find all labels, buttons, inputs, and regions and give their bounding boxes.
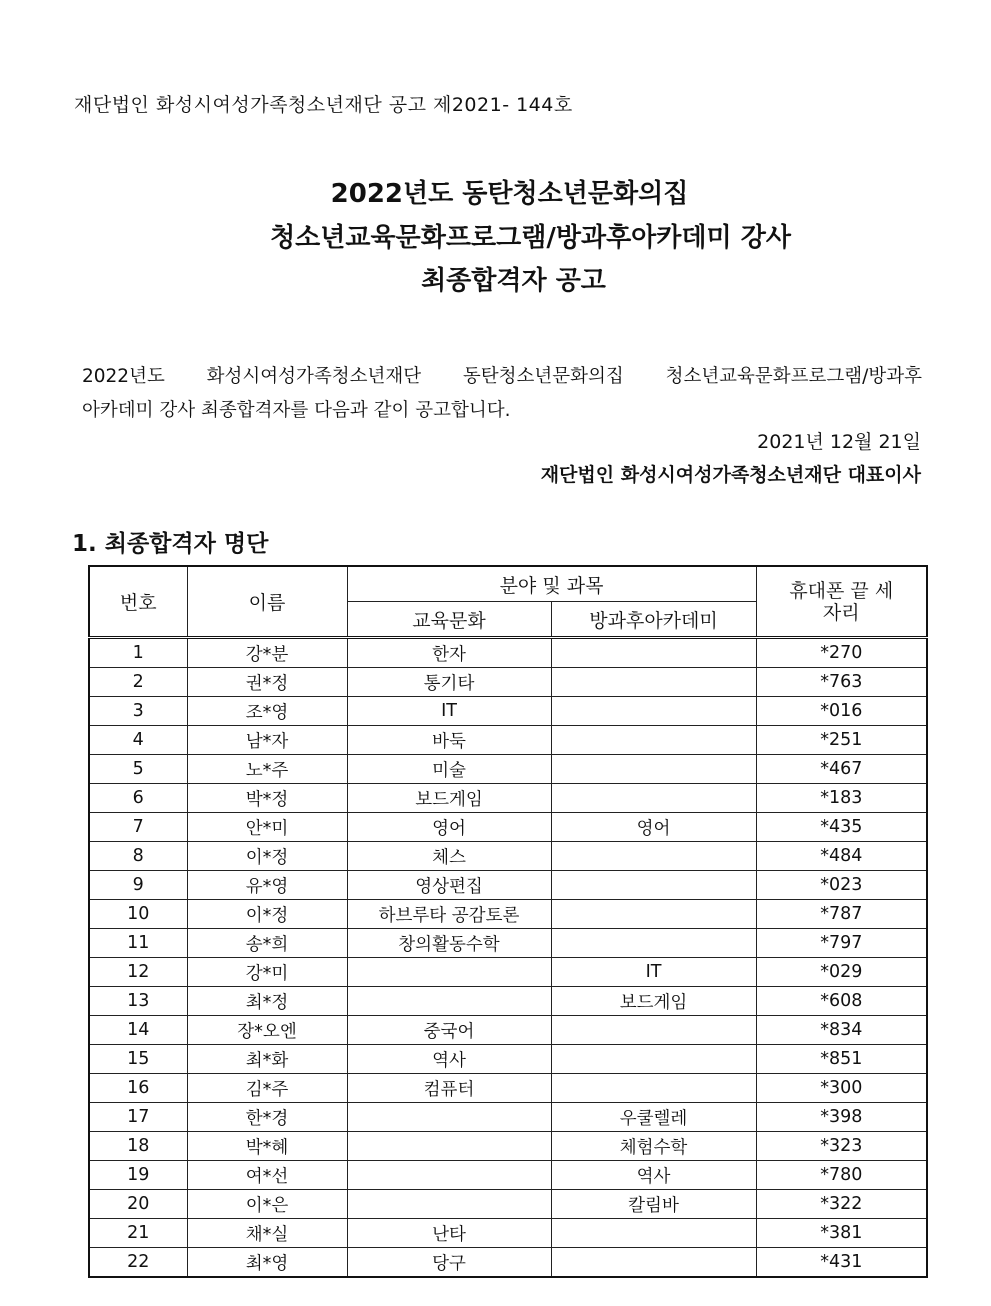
- cell-number: 20: [89, 1190, 187, 1219]
- cell-after-school: [551, 1248, 756, 1278]
- cell-name: 송*희: [187, 929, 347, 958]
- cell-phone: *398: [756, 1103, 927, 1132]
- table-row: [89, 784, 927, 813]
- table-row: [89, 900, 927, 929]
- issuer: 재단법인 화성시여성가족청소년재단 대표이사: [540, 464, 921, 486]
- table-row: [89, 929, 927, 958]
- title-line-1: 2022년도 동탄청소년문화의집: [330, 179, 689, 209]
- finalists-table: [88, 565, 928, 1278]
- cell-number: 21: [89, 1219, 187, 1248]
- cell-number: 13: [89, 987, 187, 1016]
- cell-after-school: [551, 697, 756, 726]
- announcement-date: 2021년 12월 21일: [757, 431, 921, 453]
- cell-education-culture: 컴퓨터: [347, 1074, 551, 1103]
- announcement-body: [82, 360, 922, 428]
- cell-phone: *435: [756, 813, 927, 842]
- cell-phone: *270: [756, 638, 927, 668]
- cell-after-school: [551, 1045, 756, 1074]
- cell-number: 3: [89, 697, 187, 726]
- cell-education-culture: [347, 1161, 551, 1190]
- cell-name: 노*주: [187, 755, 347, 784]
- cell-name: 여*선: [187, 1161, 347, 1190]
- cell-number: 15: [89, 1045, 187, 1074]
- table-row: [89, 958, 927, 987]
- cell-number: 11: [89, 929, 187, 958]
- table-row: [89, 1161, 927, 1190]
- cell-after-school: IT: [551, 958, 756, 987]
- cell-phone: *323: [756, 1132, 927, 1161]
- cell-after-school: [551, 1074, 756, 1103]
- cell-education-culture: [347, 987, 551, 1016]
- cell-education-culture: 당구: [347, 1248, 551, 1278]
- table-row: [89, 726, 927, 755]
- table-row: [89, 755, 927, 784]
- cell-after-school: [551, 871, 756, 900]
- cell-education-culture: 미술: [347, 755, 551, 784]
- cell-after-school: 영어: [551, 813, 756, 842]
- header-name: 이름: [187, 566, 347, 638]
- table-row: [89, 842, 927, 871]
- cell-after-school: [551, 929, 756, 958]
- cell-after-school: 칼림바: [551, 1190, 756, 1219]
- cell-education-culture: 역사: [347, 1045, 551, 1074]
- cell-name: 박*정: [187, 784, 347, 813]
- cell-phone: *183: [756, 784, 927, 813]
- cell-name: 채*실: [187, 1219, 347, 1248]
- table-row: [89, 813, 927, 842]
- cell-after-school: 체험수학: [551, 1132, 756, 1161]
- cell-phone: *608: [756, 987, 927, 1016]
- cell-name: 이*정: [187, 842, 347, 871]
- cell-phone: *780: [756, 1161, 927, 1190]
- cell-after-school: [551, 726, 756, 755]
- cell-number: 18: [89, 1132, 187, 1161]
- cell-after-school: 우쿨렐레: [551, 1103, 756, 1132]
- title-line-3: 최종합격자 공고: [421, 266, 606, 296]
- section-title: 1. 최종합격자 명단: [72, 531, 269, 557]
- cell-number: 19: [89, 1161, 187, 1190]
- cell-name: 남*자: [187, 726, 347, 755]
- cell-name: 최*영: [187, 1248, 347, 1278]
- table-row: [89, 638, 927, 668]
- cell-education-culture: [347, 1190, 551, 1219]
- cell-phone: *023: [756, 871, 927, 900]
- cell-phone: *300: [756, 1074, 927, 1103]
- cell-education-culture: [347, 1132, 551, 1161]
- cell-education-culture: 체스: [347, 842, 551, 871]
- table-row: [89, 668, 927, 697]
- cell-number: 14: [89, 1016, 187, 1045]
- cell-number: 10: [89, 900, 187, 929]
- cell-name: 이*은: [187, 1190, 347, 1219]
- cell-number: 16: [89, 1074, 187, 1103]
- cell-number: 4: [89, 726, 187, 755]
- cell-number: 5: [89, 755, 187, 784]
- cell-name: 유*영: [187, 871, 347, 900]
- cell-number: 2: [89, 668, 187, 697]
- header-education-culture: 교육문화: [347, 602, 551, 638]
- cell-phone: *763: [756, 668, 927, 697]
- table-row: [89, 1016, 927, 1045]
- table-row: [89, 1219, 927, 1248]
- cell-after-school: [551, 668, 756, 697]
- cell-education-culture: 영상편집: [347, 871, 551, 900]
- cell-education-culture: 바둑: [347, 726, 551, 755]
- cell-phone: *322: [756, 1190, 927, 1219]
- cell-after-school: [551, 638, 756, 668]
- cell-number: 7: [89, 813, 187, 842]
- cell-number: 8: [89, 842, 187, 871]
- cell-name: 최*정: [187, 987, 347, 1016]
- cell-after-school: [551, 784, 756, 813]
- cell-after-school: 역사: [551, 1161, 756, 1190]
- body-line-2: 아카데미 강사 최종합격자를 다음과 같이 공고합니다.: [82, 400, 511, 421]
- notice-number: 재단법인 화성시여성가족청소년재단 공고 제2021- 144호: [74, 94, 573, 116]
- cell-number: 9: [89, 871, 187, 900]
- cell-after-school: [551, 900, 756, 929]
- title-line-2: 청소년교육문화프로그램/방과후아카데미 강사: [270, 223, 791, 253]
- cell-number: 17: [89, 1103, 187, 1132]
- header-phone: 휴대폰 끝 세자리: [756, 566, 927, 638]
- cell-name: 장*오엔: [187, 1016, 347, 1045]
- cell-education-culture: 한자: [347, 638, 551, 668]
- cell-name: 권*정: [187, 668, 347, 697]
- table-row: [89, 987, 927, 1016]
- table-body: [89, 638, 927, 1278]
- cell-name: 한*경: [187, 1103, 347, 1132]
- cell-name: 강*미: [187, 958, 347, 987]
- cell-education-culture: [347, 958, 551, 987]
- cell-phone: *851: [756, 1045, 927, 1074]
- cell-name: 조*영: [187, 697, 347, 726]
- cell-after-school: [551, 842, 756, 871]
- cell-education-culture: IT: [347, 697, 551, 726]
- cell-phone: *797: [756, 929, 927, 958]
- cell-number: 22: [89, 1248, 187, 1278]
- cell-name: 최*화: [187, 1045, 347, 1074]
- cell-education-culture: 중국어: [347, 1016, 551, 1045]
- header-number: 번호: [89, 566, 187, 638]
- cell-phone: *381: [756, 1219, 927, 1248]
- table-row: [89, 1132, 927, 1161]
- cell-education-culture: 통기타: [347, 668, 551, 697]
- cell-phone: *251: [756, 726, 927, 755]
- body-line-1: 2022년도 화성시여성가족청소년재단 동탄청소년문화의집 청소년교육문화프로그램/방과후: [82, 366, 922, 387]
- cell-name: 안*미: [187, 813, 347, 842]
- cell-phone: *787: [756, 900, 927, 929]
- table-row: [89, 1190, 927, 1219]
- table-row: [89, 1074, 927, 1103]
- table-row: [89, 1248, 927, 1278]
- table-row: [89, 1045, 927, 1074]
- table-row: [89, 697, 927, 726]
- cell-education-culture: [347, 1103, 551, 1132]
- cell-number: 12: [89, 958, 187, 987]
- header-after-school: 방과후아카데미: [551, 602, 756, 638]
- table-row: [89, 871, 927, 900]
- cell-phone: *029: [756, 958, 927, 987]
- cell-education-culture: 하브루타 공감토론: [347, 900, 551, 929]
- cell-name: 박*혜: [187, 1132, 347, 1161]
- cell-education-culture: 난타: [347, 1219, 551, 1248]
- cell-phone: *834: [756, 1016, 927, 1045]
- cell-phone: *467: [756, 755, 927, 784]
- cell-education-culture: 보드게임: [347, 784, 551, 813]
- cell-after-school: [551, 1219, 756, 1248]
- header-field: 분야 및 과목: [347, 566, 756, 602]
- cell-name: 김*주: [187, 1074, 347, 1103]
- cell-education-culture: 창의활동수학: [347, 929, 551, 958]
- cell-education-culture: 영어: [347, 813, 551, 842]
- cell-after-school: 보드게임: [551, 987, 756, 1016]
- table-row: [89, 1103, 927, 1132]
- cell-name: 이*정: [187, 900, 347, 929]
- cell-phone: *016: [756, 697, 927, 726]
- cell-after-school: [551, 1016, 756, 1045]
- cell-name: 강*분: [187, 638, 347, 668]
- cell-after-school: [551, 755, 756, 784]
- cell-number: 1: [89, 638, 187, 668]
- cell-number: 6: [89, 784, 187, 813]
- cell-phone: *431: [756, 1248, 927, 1278]
- cell-phone: *484: [756, 842, 927, 871]
